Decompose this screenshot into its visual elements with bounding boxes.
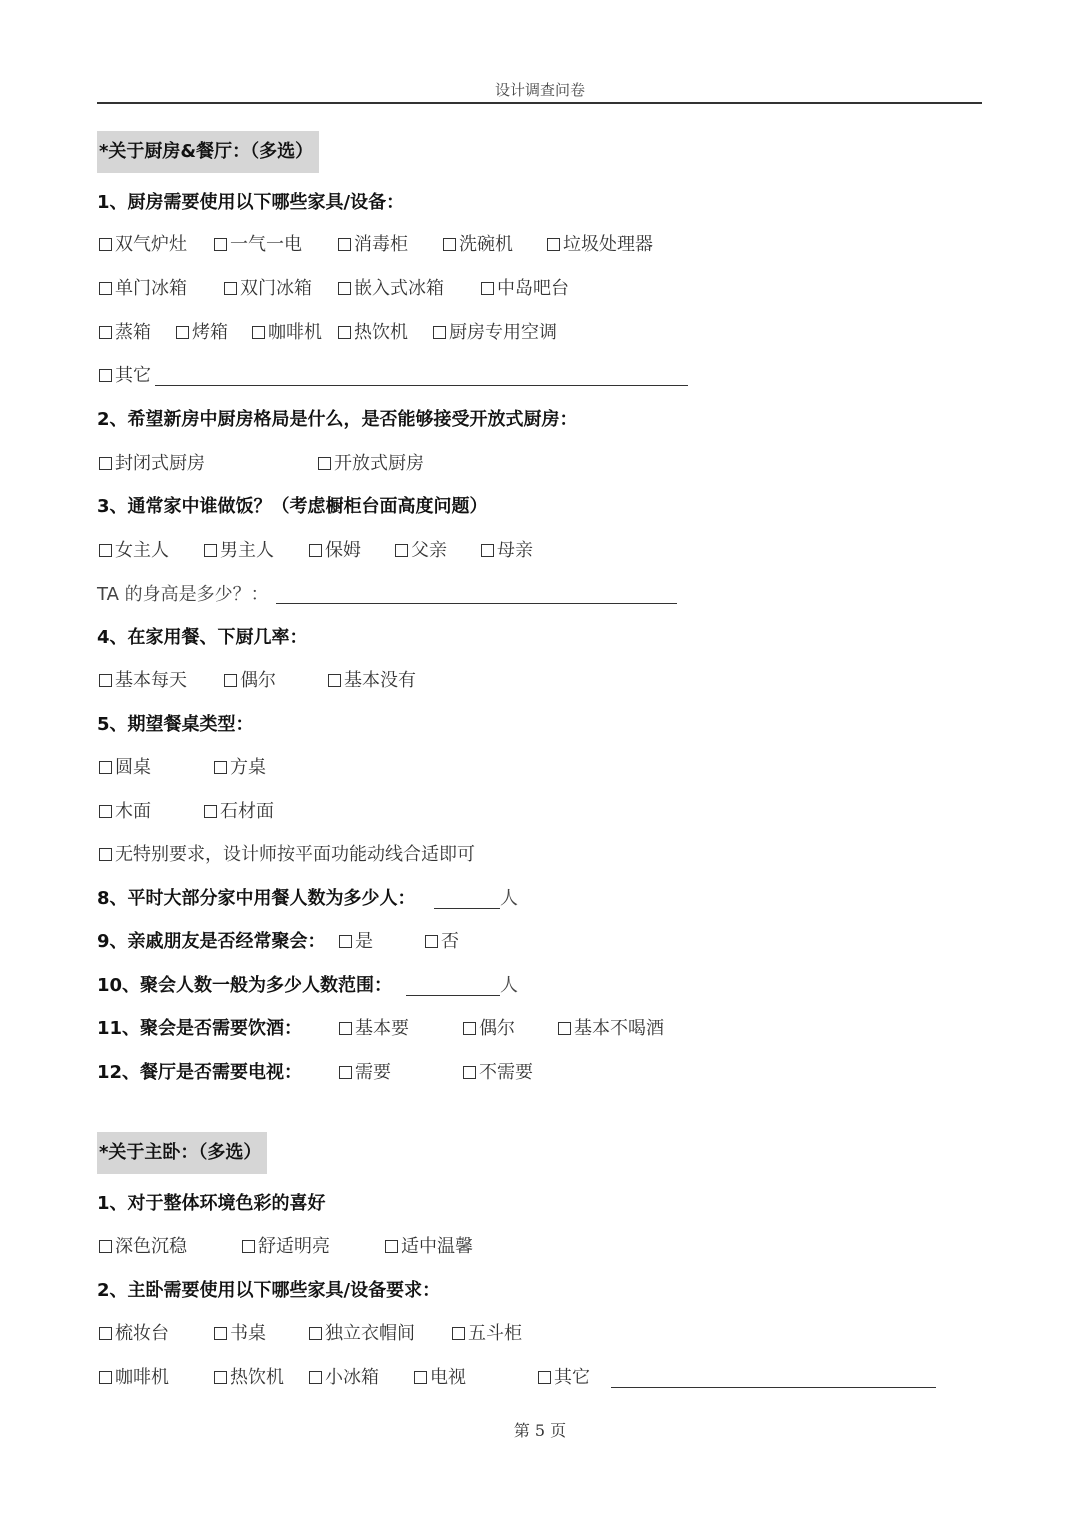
checkbox-icon xyxy=(176,326,189,339)
checkbox-icon xyxy=(338,326,351,339)
option-label: 垃圾处理器 xyxy=(563,234,653,255)
question-kitchen-furniture: 1、厨房需要使用以下哪些家具/设备： xyxy=(97,192,405,213)
checkbox-icon xyxy=(433,326,446,339)
option-double-door-fridge[interactable] xyxy=(224,277,312,301)
option-label: 保姆 xyxy=(325,540,361,561)
checkbox-icon xyxy=(252,326,265,339)
option-label: 咖啡机 xyxy=(268,322,322,343)
checkbox-icon xyxy=(481,544,494,557)
option-no-preference[interactable] xyxy=(99,843,475,867)
checkbox-icon xyxy=(224,282,237,295)
checkbox-icon xyxy=(214,1327,227,1340)
option-gatherings-no[interactable] xyxy=(425,930,459,954)
option-label: 无特别要求，设计师按平面功能动线合适即可 xyxy=(115,844,475,865)
checkbox-icon xyxy=(425,935,438,948)
option-sterilizer[interactable] xyxy=(338,233,408,257)
option-mother[interactable] xyxy=(481,539,533,563)
page-header-title: 设计调查问卷 xyxy=(494,81,585,99)
checkbox-icon xyxy=(452,1327,465,1340)
option-almost-never[interactable] xyxy=(328,669,416,693)
checkbox-icon xyxy=(214,238,227,251)
section-title-kitchen: *关于厨房&餐厅：（多选） xyxy=(97,131,319,173)
option-alcohol-rarely[interactable] xyxy=(558,1017,664,1041)
option-almost-daily[interactable] xyxy=(99,669,187,693)
option-stone-top[interactable] xyxy=(204,800,274,824)
checkbox-icon xyxy=(99,544,112,557)
option-bedroom-coffee-machine[interactable] xyxy=(99,1366,169,1390)
option-label: 热饮机 xyxy=(230,1367,284,1388)
option-gatherings-yes[interactable] xyxy=(339,930,373,954)
checkbox-icon xyxy=(481,282,494,295)
option-dishwasher[interactable] xyxy=(443,233,513,257)
option-label: 基本没有 xyxy=(344,670,416,691)
diner-count-input-line[interactable] xyxy=(434,908,500,909)
option-label: 单门冰箱 xyxy=(115,278,187,299)
page-number: 第 5 页 xyxy=(513,1421,567,1440)
checkbox-icon xyxy=(214,1371,227,1384)
option-built-in-fridge[interactable] xyxy=(338,277,444,301)
checkbox-icon xyxy=(214,761,227,774)
question-dining-tv: 12、餐厅是否需要电视： xyxy=(97,1062,303,1083)
question-alcohol: 11、聚会是否需要饮酒： xyxy=(97,1018,303,1039)
checkbox-icon xyxy=(224,674,237,687)
header-divider xyxy=(97,102,982,104)
checkbox-icon xyxy=(99,761,112,774)
option-label: 圆桌 xyxy=(115,757,151,778)
checkbox-icon xyxy=(339,1066,352,1079)
option-alcohol-occasionally[interactable] xyxy=(463,1017,515,1041)
checkbox-icon xyxy=(99,369,112,382)
checkbox-icon xyxy=(204,544,217,557)
gathering-size-unit: 人 xyxy=(500,975,518,996)
option-mini-fridge[interactable] xyxy=(309,1366,379,1390)
question-diner-count: 8、平时大部分家中用餐人数为多少人： xyxy=(97,888,416,909)
option-wood-top[interactable] xyxy=(99,800,151,824)
option-label: 独立衣帽间 xyxy=(325,1323,415,1344)
option-garbage-disposer[interactable] xyxy=(547,233,653,257)
option-label: 消毒柜 xyxy=(354,234,408,255)
option-label: 基本不喝酒 xyxy=(574,1018,664,1039)
checkbox-icon xyxy=(99,457,112,470)
option-oven[interactable] xyxy=(176,321,228,345)
option-label: 中岛吧台 xyxy=(497,278,569,299)
option-label: 不需要 xyxy=(479,1062,533,1083)
option-tv-needed[interactable] xyxy=(339,1061,391,1085)
checkbox-icon xyxy=(318,457,331,470)
option-hot-drink-machine[interactable] xyxy=(338,321,408,345)
option-square-table[interactable] xyxy=(214,756,266,780)
option-round-table[interactable] xyxy=(99,756,151,780)
checkbox-icon xyxy=(395,544,408,557)
checkbox-icon xyxy=(99,674,112,687)
option-nanny[interactable] xyxy=(309,539,361,563)
option-label: 舒适明亮 xyxy=(258,1236,330,1257)
option-coffee-machine[interactable] xyxy=(252,321,322,345)
question-kitchen-layout: 2、希望新房中厨房格局是什么，是否能够接受开放式厨房： xyxy=(97,409,578,430)
option-label: 父亲 xyxy=(411,540,447,561)
question-color-preference: 1、对于整体环境色彩的喜好 xyxy=(97,1193,326,1214)
option-dressing-table[interactable] xyxy=(99,1322,169,1346)
option-label: 小冰箱 xyxy=(325,1367,379,1388)
question-gathering-size: 10、聚会人数一般为多少人数范围： xyxy=(97,975,393,996)
checkbox-icon xyxy=(339,935,352,948)
checkbox-icon xyxy=(463,1022,476,1035)
option-alcohol-usually[interactable] xyxy=(339,1017,409,1041)
option-bright-comfortable[interactable] xyxy=(242,1235,330,1259)
checkbox-icon xyxy=(328,674,341,687)
option-label: 女主人 xyxy=(115,540,169,561)
checkbox-icon xyxy=(309,544,322,557)
checkbox-icon xyxy=(538,1371,551,1384)
checkbox-icon xyxy=(463,1066,476,1079)
checkbox-icon xyxy=(99,1240,112,1253)
option-label: 双门冰箱 xyxy=(240,278,312,299)
option-label: 石材面 xyxy=(220,801,274,822)
option-warm-moderate[interactable] xyxy=(385,1235,473,1259)
checkbox-icon xyxy=(99,1327,112,1340)
question-table-type: 5、期望餐桌类型： xyxy=(97,714,254,735)
option-label: 其它 xyxy=(115,365,151,386)
option-walk-in-closet[interactable] xyxy=(309,1322,415,1346)
option-label: 开放式厨房 xyxy=(334,453,424,474)
option-label: 基本每天 xyxy=(115,670,187,691)
checkbox-icon xyxy=(99,326,112,339)
option-label: 是 xyxy=(355,931,373,952)
option-label: 电视 xyxy=(430,1367,466,1388)
option-chest-of-drawers[interactable] xyxy=(452,1322,522,1346)
option-label: 一气一电 xyxy=(230,234,302,255)
option-open-kitchen[interactable] xyxy=(318,452,424,476)
section-title-master-bedroom: *关于主卧：（多选） xyxy=(97,1132,267,1174)
question-gatherings: 9、亲戚朋友是否经常聚会： xyxy=(97,931,326,952)
option-label: 厨房专用空调 xyxy=(449,322,557,343)
checkbox-icon xyxy=(338,282,351,295)
option-desk[interactable] xyxy=(214,1322,266,1346)
checkbox-icon xyxy=(99,1371,112,1384)
option-label: 其它 xyxy=(554,1367,590,1388)
option-bedroom-hot-drink-machine[interactable] xyxy=(214,1366,284,1390)
other-input-line[interactable] xyxy=(155,385,688,386)
option-label: 洗碗机 xyxy=(459,234,513,255)
option-label: 母亲 xyxy=(497,540,533,561)
diner-count-unit: 人 xyxy=(500,888,518,909)
option-closed-kitchen[interactable] xyxy=(99,452,205,476)
option-dark-calm[interactable] xyxy=(99,1235,187,1259)
checkbox-icon xyxy=(547,238,560,251)
option-label: 嵌入式冰箱 xyxy=(354,278,444,299)
option-label: 五斗柜 xyxy=(468,1323,522,1344)
question-bedroom-furniture: 2、主卧需要使用以下哪些家具/设备要求： xyxy=(97,1280,441,1301)
option-label: 咖啡机 xyxy=(115,1367,169,1388)
option-label: 封闭式厨房 xyxy=(115,453,205,474)
option-bedroom-tv[interactable] xyxy=(414,1366,466,1390)
option-label: 梳妆台 xyxy=(115,1323,169,1344)
gathering-size-input-line[interactable] xyxy=(406,995,500,996)
checkbox-icon xyxy=(99,848,112,861)
option-host[interactable] xyxy=(204,539,274,563)
option-label: 木面 xyxy=(115,801,151,822)
option-kitchen-ac[interactable] xyxy=(433,321,557,345)
option-gas-electric-stove[interactable] xyxy=(214,233,302,257)
checkbox-icon xyxy=(309,1371,322,1384)
checkbox-icon xyxy=(99,238,112,251)
option-single-door-fridge[interactable] xyxy=(99,277,187,301)
height-label: TA 的身高是多少？： xyxy=(97,584,269,605)
option-dual-gas-stove[interactable] xyxy=(99,233,187,257)
option-label: 需要 xyxy=(355,1062,391,1083)
option-label: 深色沉稳 xyxy=(115,1236,187,1257)
option-label: 男主人 xyxy=(220,540,274,561)
option-hostess[interactable] xyxy=(99,539,169,563)
checkbox-icon xyxy=(414,1371,427,1384)
checkbox-icon xyxy=(204,805,217,818)
checkbox-icon xyxy=(385,1240,398,1253)
checkbox-icon xyxy=(338,238,351,251)
option-label: 偶尔 xyxy=(479,1018,515,1039)
option-label: 否 xyxy=(441,931,459,952)
height-input-line[interactable] xyxy=(276,603,677,604)
option-other[interactable] xyxy=(99,364,151,388)
checkbox-icon xyxy=(339,1022,352,1035)
option-label: 基本要 xyxy=(355,1018,409,1039)
option-label: 蒸箱 xyxy=(115,322,151,343)
checkbox-icon xyxy=(99,282,112,295)
option-occasionally[interactable] xyxy=(224,669,276,693)
option-tv-not-needed[interactable] xyxy=(463,1061,533,1085)
checkbox-icon xyxy=(558,1022,571,1035)
checkbox-icon xyxy=(99,805,112,818)
option-label: 烤箱 xyxy=(192,322,228,343)
option-label: 适中温馨 xyxy=(401,1236,473,1257)
bedroom-other-input-line[interactable] xyxy=(611,1387,936,1388)
option-label: 双气炉灶 xyxy=(115,234,187,255)
option-label: 方桌 xyxy=(230,757,266,778)
option-steam-oven[interactable] xyxy=(99,321,151,345)
option-bedroom-other[interactable] xyxy=(538,1366,590,1390)
option-island-bar[interactable] xyxy=(481,277,569,301)
option-label: 热饮机 xyxy=(354,322,408,343)
option-father[interactable] xyxy=(395,539,447,563)
question-meal-frequency: 4、在家用餐、下厨几率： xyxy=(97,627,308,648)
checkbox-icon xyxy=(443,238,456,251)
option-label: 偶尔 xyxy=(240,670,276,691)
checkbox-icon xyxy=(309,1327,322,1340)
question-who-cooks: 3、通常家中谁做饭？（考虑橱柜台面高度问题） xyxy=(97,496,488,517)
option-label: 书桌 xyxy=(230,1323,266,1344)
checkbox-icon xyxy=(242,1240,255,1253)
